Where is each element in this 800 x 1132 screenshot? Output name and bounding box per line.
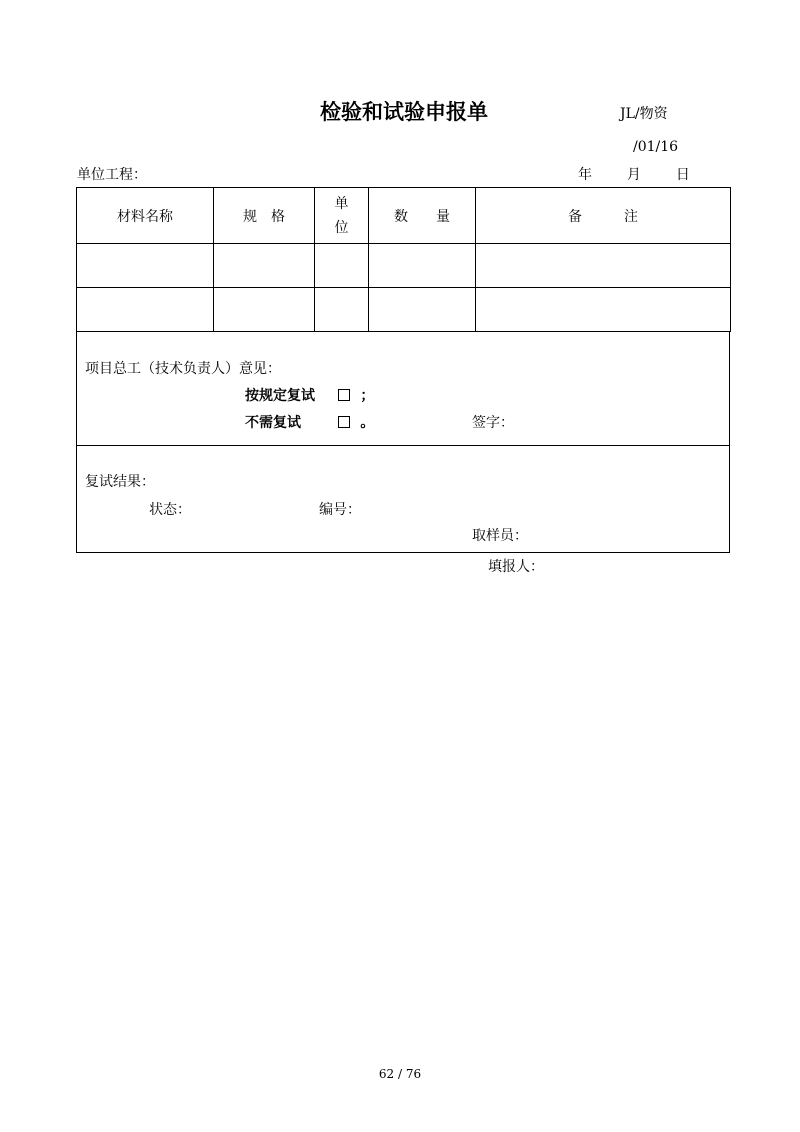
- header-material-name: 材料名称: [77, 188, 214, 244]
- header-quantity: 数 量: [369, 188, 476, 244]
- date-line: [578, 164, 690, 184]
- option-no-retest-label: 不需复试: [245, 415, 301, 431]
- date-month: 月: [626, 167, 641, 183]
- header-spec: 规 格: [214, 188, 315, 244]
- option-no-retest-suffix: 。: [360, 415, 375, 431]
- table-row: [77, 244, 731, 288]
- table-cell[interactable]: [214, 288, 315, 332]
- table-row: [77, 288, 731, 332]
- document-title: 检验和试验申报单: [320, 100, 488, 124]
- opinion-section: [76, 331, 730, 446]
- opinion-label: 项目总工（技术负责人）意见：: [85, 361, 281, 377]
- retest-checkbox[interactable]: [338, 389, 350, 401]
- retest-label: 复试结果：: [85, 474, 155, 490]
- option-retest: [245, 385, 374, 405]
- signature-label: 签字：: [472, 415, 514, 431]
- table-cell[interactable]: [369, 244, 476, 288]
- table-cell[interactable]: [369, 288, 476, 332]
- option-retest-label: 按规定复试: [245, 388, 315, 404]
- sampler-label: 取样员：: [472, 528, 528, 544]
- materials-table: [76, 187, 731, 332]
- table-cell[interactable]: [77, 244, 214, 288]
- retest-section: [76, 445, 730, 553]
- table-cell[interactable]: [476, 244, 731, 288]
- table-cell[interactable]: [214, 244, 315, 288]
- table-cell[interactable]: [315, 288, 369, 332]
- option-retest-suffix: ；: [360, 388, 375, 404]
- table-cell[interactable]: [77, 288, 214, 332]
- header-unit: [315, 188, 369, 244]
- table-cell[interactable]: [315, 244, 369, 288]
- no-retest-checkbox[interactable]: [338, 416, 350, 428]
- number-label: 编号：: [319, 502, 361, 518]
- page-number: 62 / 76: [378, 1067, 422, 1081]
- filler-label: 填报人：: [488, 559, 544, 575]
- header-unit-line2: 位: [334, 219, 349, 236]
- option-no-retest: [245, 412, 374, 432]
- date-year: 年: [578, 167, 592, 183]
- header-unit-line1: 单: [334, 195, 349, 212]
- table-cell[interactable]: [476, 288, 731, 332]
- status-label: 状态：: [149, 502, 191, 518]
- form-code-line1: JL/物资: [620, 106, 668, 122]
- date-day: 日: [675, 167, 690, 183]
- header-remarks: 备 注: [476, 188, 731, 244]
- table-header-row: [77, 188, 731, 244]
- form-code-line2: /01/16: [633, 139, 679, 155]
- unit-project-label: 单位工程：: [77, 167, 147, 183]
